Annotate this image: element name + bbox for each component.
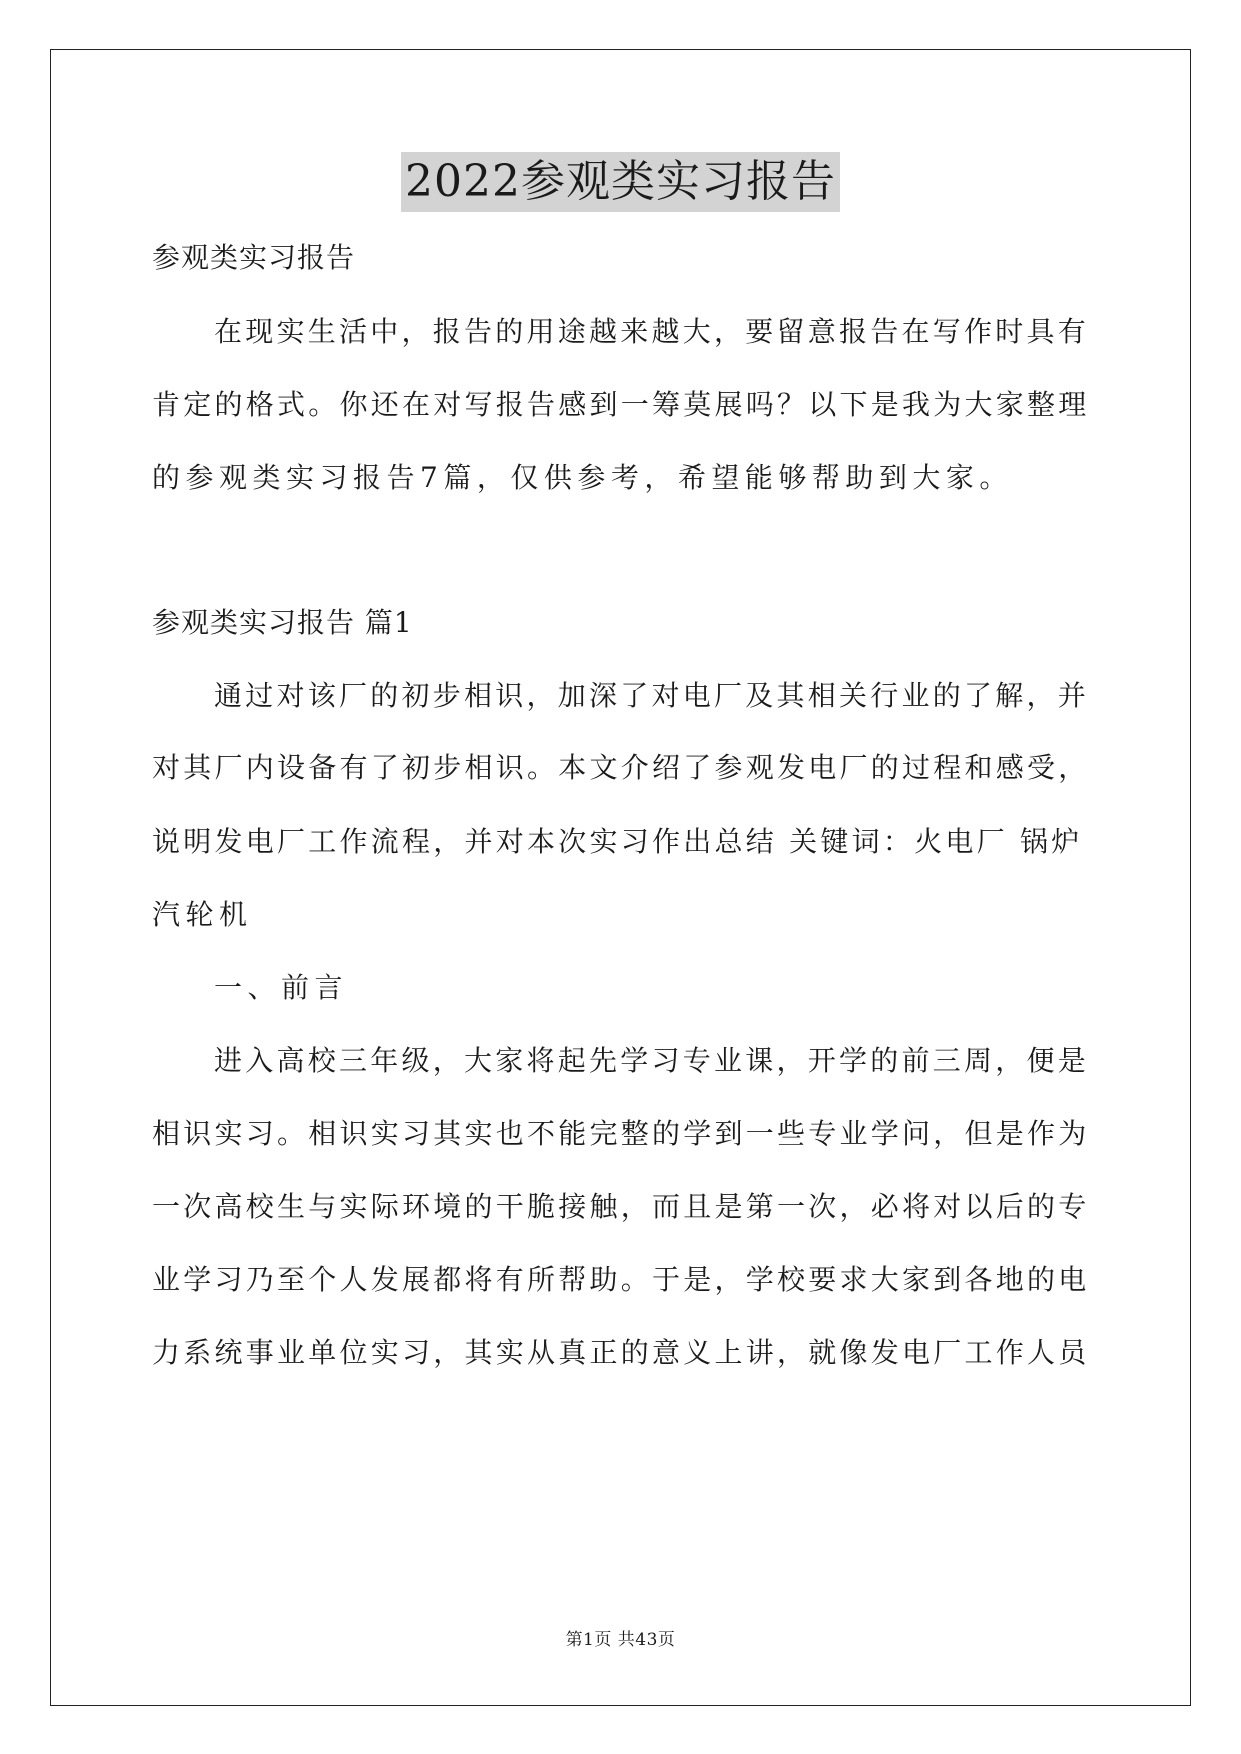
title-container bbox=[0, 152, 1241, 212]
abstract-line-2: 对其厂内设备有了初步相识。本文介绍了参观发电厂的过程和感受， bbox=[152, 751, 1090, 784]
preface-line-2: 相识实习。相识实习其实也不能完整的学到一些专业学问，但是作为 bbox=[152, 1117, 1090, 1150]
preface-line-5: 力系统事业单位实习，其实从真正的意义上讲，就像发电厂工作人员 bbox=[152, 1336, 1090, 1369]
abstract-line-3: 说明发电厂工作流程，并对本次实习作出总结 关键词：火电厂 锅炉 bbox=[152, 825, 1083, 858]
page-border bbox=[50, 49, 1191, 1706]
intro-line-2: 肯定的格式。你还在对写报告感到一筹莫展吗？以下是我为大家整理 bbox=[152, 388, 1090, 421]
intro-line-1: 在现实生活中，报告的用途越来越大，要留意报告在写作时具有 bbox=[214, 315, 1090, 348]
intro-line-3: 的参观类实习报告7篇，仅供参考，希望能够帮助到大家。 bbox=[152, 461, 1013, 494]
page-footer: 第1页 共43页 bbox=[565, 1630, 676, 1650]
section-heading: 参观类实习报告 篇1 bbox=[152, 606, 413, 639]
subtitle: 参观类实习报告 bbox=[152, 241, 356, 274]
preface-line-3: 一次高校生与实际环境的干脆接触，而且是第一次，必将对以后的专 bbox=[152, 1190, 1090, 1223]
preface-line-4: 业学习乃至个人发展都将有所帮助。于是，学校要求大家到各地的电 bbox=[152, 1263, 1090, 1296]
document-title: 2022参观类实习报告 bbox=[401, 152, 840, 212]
preface-line-1: 进入高校三年级，大家将起先学习专业课，开学的前三周，便是 bbox=[214, 1044, 1090, 1077]
preface-heading: 一、前言 bbox=[214, 971, 349, 1004]
abstract-line-4: 汽轮机 bbox=[152, 898, 253, 931]
abstract-line-1: 通过对该厂的初步相识，加深了对电厂及其相关行业的了解，并 bbox=[214, 679, 1090, 712]
